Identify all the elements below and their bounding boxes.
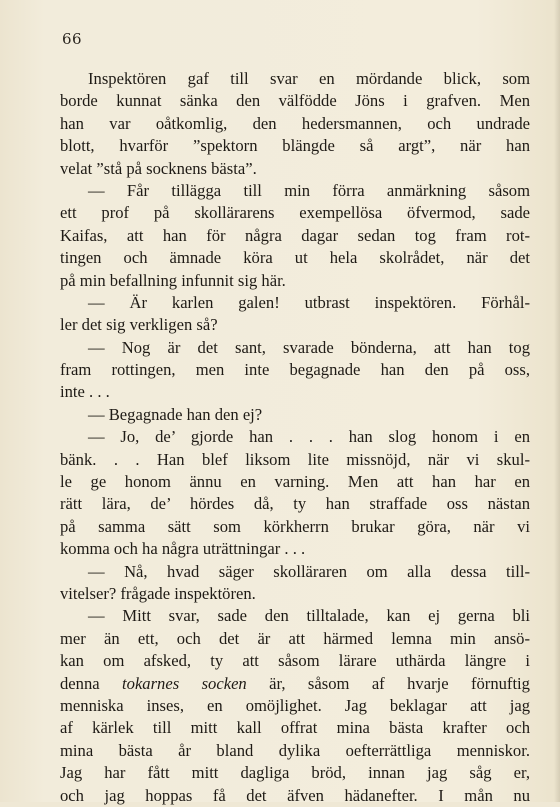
text-line: kan om afsked, ty att såsom lärare uthärda längre i [60,651,530,671]
text-line: rätt lära, de’ hördes då, ty han straffade oss nästan [60,494,530,514]
text-line: på samma sätt som körkherrn brukar göra, när vi [60,516,530,536]
text-line: tingen och ämnade köra ut hela skolrådet, när det [60,248,530,268]
italic-phrase: tokarnes socken [122,673,247,693]
text-line: — Mitt svar, sade den tilltalade, kan ej gerna bli [88,606,530,626]
text-line: — Nog är det sant, svarade bönderna, att han tog [88,337,530,357]
page-edge-shadow [554,0,560,802]
body-text [60,68,530,807]
text-line: Kaifas, att han för några dagar sedan tog fram rot- [60,225,530,245]
text-line: inte . . . [60,382,110,402]
text-line: velat ”stå på socknens bästa”. [60,158,257,178]
text-line: blott, hvarför ”spektorn blängde så argt”, när han [60,136,530,156]
page-number: 66 [62,30,83,48]
text-line: — Nå, hvad säger skolläraren om alla dessa till- [88,561,530,581]
text-line: le ge honom ännu en varning. Men att han har en [60,472,530,492]
text-line: komma och ha några uträttningar . . . [60,539,306,559]
text-segment: är, såsom af hvarje förnuftig [246,673,530,693]
text-line: af kärlek till mitt kall offrat mina bästa krafter och [60,718,530,738]
text-line: mer än ett, och det är att härmed lemna min ansö- [60,628,530,648]
text-segment: denna [60,673,123,693]
text-line: — Är karlen galen! utbrast inspektören. Förhål- [88,292,530,312]
text-line: ett prof på skollärarens exempellösa öfvermod, sade [60,203,530,223]
text-line: bänk. . . Han blef liksom lite missnöjd, när vi skul- [60,449,530,469]
text-line: och jag hoppas få det äfven hädanefter. I mån nu [60,785,530,805]
text-line: han var oåtkomlig, den hedersmannen, och undrade [60,113,530,133]
text-line [60,673,530,695]
text-line: — Begagnade han den ej? [88,404,263,424]
text-line: fram rottingen, men inte begagnade han den på oss, [60,360,530,380]
text-line: borde kunnat sänka den välfödde Jöns i grafven. Men [60,91,530,111]
text-line: — Jo, de’ gjorde han . . . han slog honom i en [88,427,530,447]
text-line: — Får tillägga till min förra anmärkning såsom [88,180,530,200]
text-line: Inspektören gaf till svar en mördande blick, som [88,69,530,88]
text-line: Jag har fått mitt dagliga bröd, innan jag såg er, [60,763,530,783]
text-line: vitelser? frågade inspektören. [60,583,256,603]
text-line: mina bästa år bland dylika oefterrättliga menniskor. [60,740,530,760]
text-line: menniska inses, en omöjlighet. Jag beklagar att jag [60,695,530,715]
text-line: ler det sig verkligen så? [60,315,218,335]
text-line: på min befallning infunnit sig här. [60,270,286,290]
